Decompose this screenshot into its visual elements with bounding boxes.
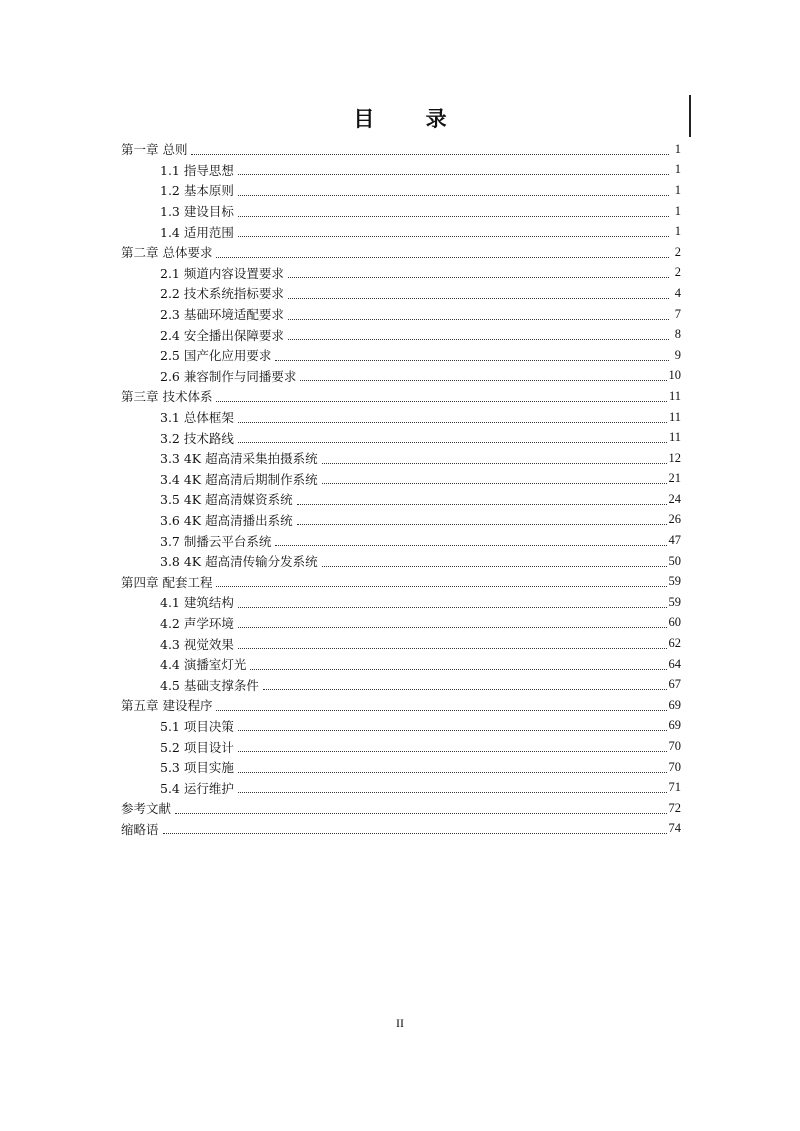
dot-leader (238, 648, 667, 649)
toc-section-entry[interactable] (121, 263, 681, 284)
dot-leader (238, 772, 667, 773)
toc-entry-page-number: 8 (674, 327, 681, 342)
dot-leader (322, 483, 667, 484)
toc-chapter-entry[interactable] (121, 571, 681, 592)
dot-leader (163, 833, 667, 834)
toc-section-entry[interactable] (121, 613, 681, 634)
toc-entry-label: 参考文献 (121, 801, 172, 817)
toc-section-entry[interactable] (121, 674, 681, 695)
dot-leader (288, 298, 669, 299)
toc-entry-page-number: 9 (674, 347, 681, 362)
table-of-contents (121, 139, 681, 839)
dot-leader (216, 586, 666, 587)
toc-entry-page-number: 11 (668, 430, 681, 445)
dot-leader (238, 216, 669, 217)
toc-entry-page-number: 7 (674, 306, 681, 321)
toc-entry-label: 第五章 建设程序 (121, 698, 213, 714)
toc-entry-page-number: 67 (668, 677, 681, 692)
toc-entry-label: 1.3 建设目标 (160, 204, 234, 220)
dot-leader (238, 751, 667, 752)
toc-section-entry[interactable] (121, 160, 681, 181)
toc-entry-page-number: 1 (674, 224, 681, 239)
toc-entry-label: 缩略语 (121, 821, 159, 837)
toc-section-entry[interactable] (121, 489, 681, 510)
toc-section-entry[interactable] (121, 654, 681, 675)
toc-entry-label: 3.6 4K 超高清播出系统 (160, 512, 293, 528)
toc-entry-page-number: 21 (668, 471, 681, 486)
dot-leader (238, 195, 669, 196)
toc-entry-label: 5.4 运行维护 (160, 780, 234, 796)
toc-section-entry[interactable] (121, 324, 681, 345)
toc-entry-page-number: 4 (674, 285, 681, 300)
toc-entry-label: 第一章 总则 (121, 142, 188, 158)
toc-section-entry[interactable] (121, 736, 681, 757)
toc-entry-page-number: 72 (668, 800, 681, 815)
toc-entry-label: 2.4 安全播出保障要求 (160, 327, 284, 343)
toc-section-entry[interactable] (121, 777, 681, 798)
toc-chapter-entry[interactable] (121, 798, 681, 819)
toc-entry-page-number: 50 (668, 553, 681, 568)
toc-chapter-entry[interactable] (121, 695, 681, 716)
toc-entry-label: 1.1 指导思想 (160, 162, 234, 178)
toc-entry-label: 5.2 项目设计 (160, 739, 234, 755)
toc-entry-page-number: 69 (668, 697, 681, 712)
toc-section-entry[interactable] (121, 448, 681, 469)
toc-entry-label: 1.4 适用范围 (160, 224, 234, 240)
dot-leader (238, 607, 667, 608)
toc-entry-page-number: 11 (668, 388, 681, 403)
toc-chapter-entry[interactable] (121, 819, 681, 840)
toc-section-entry[interactable] (121, 201, 681, 222)
toc-entry-label: 2.6 兼容制作与同播要求 (160, 368, 297, 384)
toc-entry-label: 4.5 基础支撑条件 (160, 677, 259, 693)
toc-entry-label: 3.7 制播云平台系统 (160, 533, 272, 549)
toc-entry-label: 2.5 国产化应用要求 (160, 348, 272, 364)
toc-chapter-entry[interactable] (121, 386, 681, 407)
toc-entry-page-number: 59 (668, 594, 681, 609)
dot-leader (297, 524, 667, 525)
toc-section-entry[interactable] (121, 716, 681, 737)
toc-entry-page-number: 12 (668, 450, 681, 465)
toc-section-entry[interactable] (121, 530, 681, 551)
toc-entry-label: 第三章 技术体系 (121, 389, 213, 405)
toc-entry-label: 3.2 技术路线 (160, 430, 234, 446)
toc-entry-page-number: 70 (668, 739, 681, 754)
toc-entry-label: 4.2 声学环境 (160, 615, 234, 631)
toc-section-entry[interactable] (121, 407, 681, 428)
toc-entry-label: 3.4 4K 超高清后期制作系统 (160, 471, 318, 487)
toc-entry-page-number: 1 (674, 182, 681, 197)
toc-section-entry[interactable] (121, 283, 681, 304)
toc-section-entry[interactable] (121, 366, 681, 387)
toc-entry-label: 1.2 基本原则 (160, 183, 234, 199)
toc-entry-page-number: 11 (668, 409, 681, 424)
toc-section-entry[interactable] (121, 469, 681, 490)
toc-section-entry[interactable] (121, 551, 681, 572)
toc-section-entry[interactable] (121, 180, 681, 201)
toc-entry-page-number: 2 (674, 265, 681, 280)
dot-leader (300, 380, 666, 381)
toc-entry-page-number: 2 (674, 244, 681, 259)
dot-leader (263, 689, 667, 690)
toc-entry-page-number: 70 (668, 759, 681, 774)
dot-leader (288, 319, 669, 320)
dot-leader (216, 257, 669, 258)
toc-entry-page-number: 10 (668, 368, 681, 383)
dot-leader (238, 422, 667, 423)
toc-entry-label: 3.3 4K 超高清采集拍摄系统 (160, 451, 318, 467)
toc-entry-label: 4.4 演播室灯光 (160, 657, 247, 673)
toc-entry-page-number: 1 (674, 162, 681, 177)
toc-section-entry[interactable] (121, 510, 681, 531)
toc-entry-page-number: 1 (674, 141, 681, 156)
toc-entry-label: 4.1 建筑结构 (160, 595, 234, 611)
toc-entry-page-number: 26 (668, 512, 681, 527)
dot-leader (175, 813, 666, 814)
toc-entry-label: 第四章 配套工程 (121, 574, 213, 590)
page-title: 目 录 (353, 107, 469, 131)
toc-entry-label: 2.2 技术系统指标要求 (160, 286, 284, 302)
toc-entry-label: 5.3 项目实施 (160, 760, 234, 776)
toc-entry-page-number: 47 (668, 533, 681, 548)
dot-leader (322, 463, 667, 464)
toc-section-entry[interactable] (121, 757, 681, 778)
toc-entry-label: 2.3 基础环境适配要求 (160, 307, 284, 323)
toc-entry-page-number: 69 (668, 718, 681, 733)
dot-leader (288, 339, 669, 340)
dot-leader (238, 442, 667, 443)
toc-entry-label: 3.5 4K 超高清媒资系统 (160, 492, 293, 508)
toc-entry-page-number: 1 (674, 203, 681, 218)
toc-entry-page-number: 59 (668, 574, 681, 589)
toc-entry-page-number: 60 (668, 615, 681, 630)
toc-entry-label: 2.1 频道内容设置要求 (160, 265, 284, 281)
toc-entry-label: 5.1 项目决策 (160, 718, 234, 734)
toc-section-entry[interactable] (121, 345, 681, 366)
dot-leader (238, 236, 669, 237)
page-number-footer: II (396, 1016, 404, 1030)
dot-leader (238, 792, 667, 793)
toc-entry-page-number: 64 (668, 656, 681, 671)
dot-leader (238, 627, 667, 628)
toc-entry-label: 3.1 总体框架 (160, 410, 234, 426)
dot-leader (297, 504, 667, 505)
toc-entry-page-number: 71 (668, 780, 681, 795)
dot-leader (288, 277, 669, 278)
toc-entry-label: 3.8 4K 超高清传输分发系统 (160, 554, 318, 570)
toc-entry-page-number: 24 (668, 491, 681, 506)
toc-entry-page-number: 74 (668, 821, 681, 836)
toc-section-entry[interactable] (121, 633, 681, 654)
toc-section-entry[interactable] (121, 304, 681, 325)
dot-leader (238, 174, 669, 175)
toc-entry-label: 4.3 视觉效果 (160, 636, 234, 652)
dot-leader (216, 401, 666, 402)
toc-chapter-entry[interactable] (121, 139, 681, 160)
dot-leader (275, 360, 669, 361)
toc-entry-label: 第二章 总体要求 (121, 245, 213, 261)
dot-leader (191, 154, 669, 155)
toc-entry-page-number: 62 (668, 636, 681, 651)
toc-chapter-entry[interactable] (121, 242, 681, 263)
dot-leader (322, 566, 667, 567)
dot-leader (216, 710, 666, 711)
toc-section-entry[interactable] (121, 427, 681, 448)
toc-section-entry[interactable] (121, 592, 681, 613)
toc-section-entry[interactable] (121, 221, 681, 242)
dot-leader (238, 730, 667, 731)
dot-leader (275, 545, 666, 546)
dot-leader (250, 669, 666, 670)
